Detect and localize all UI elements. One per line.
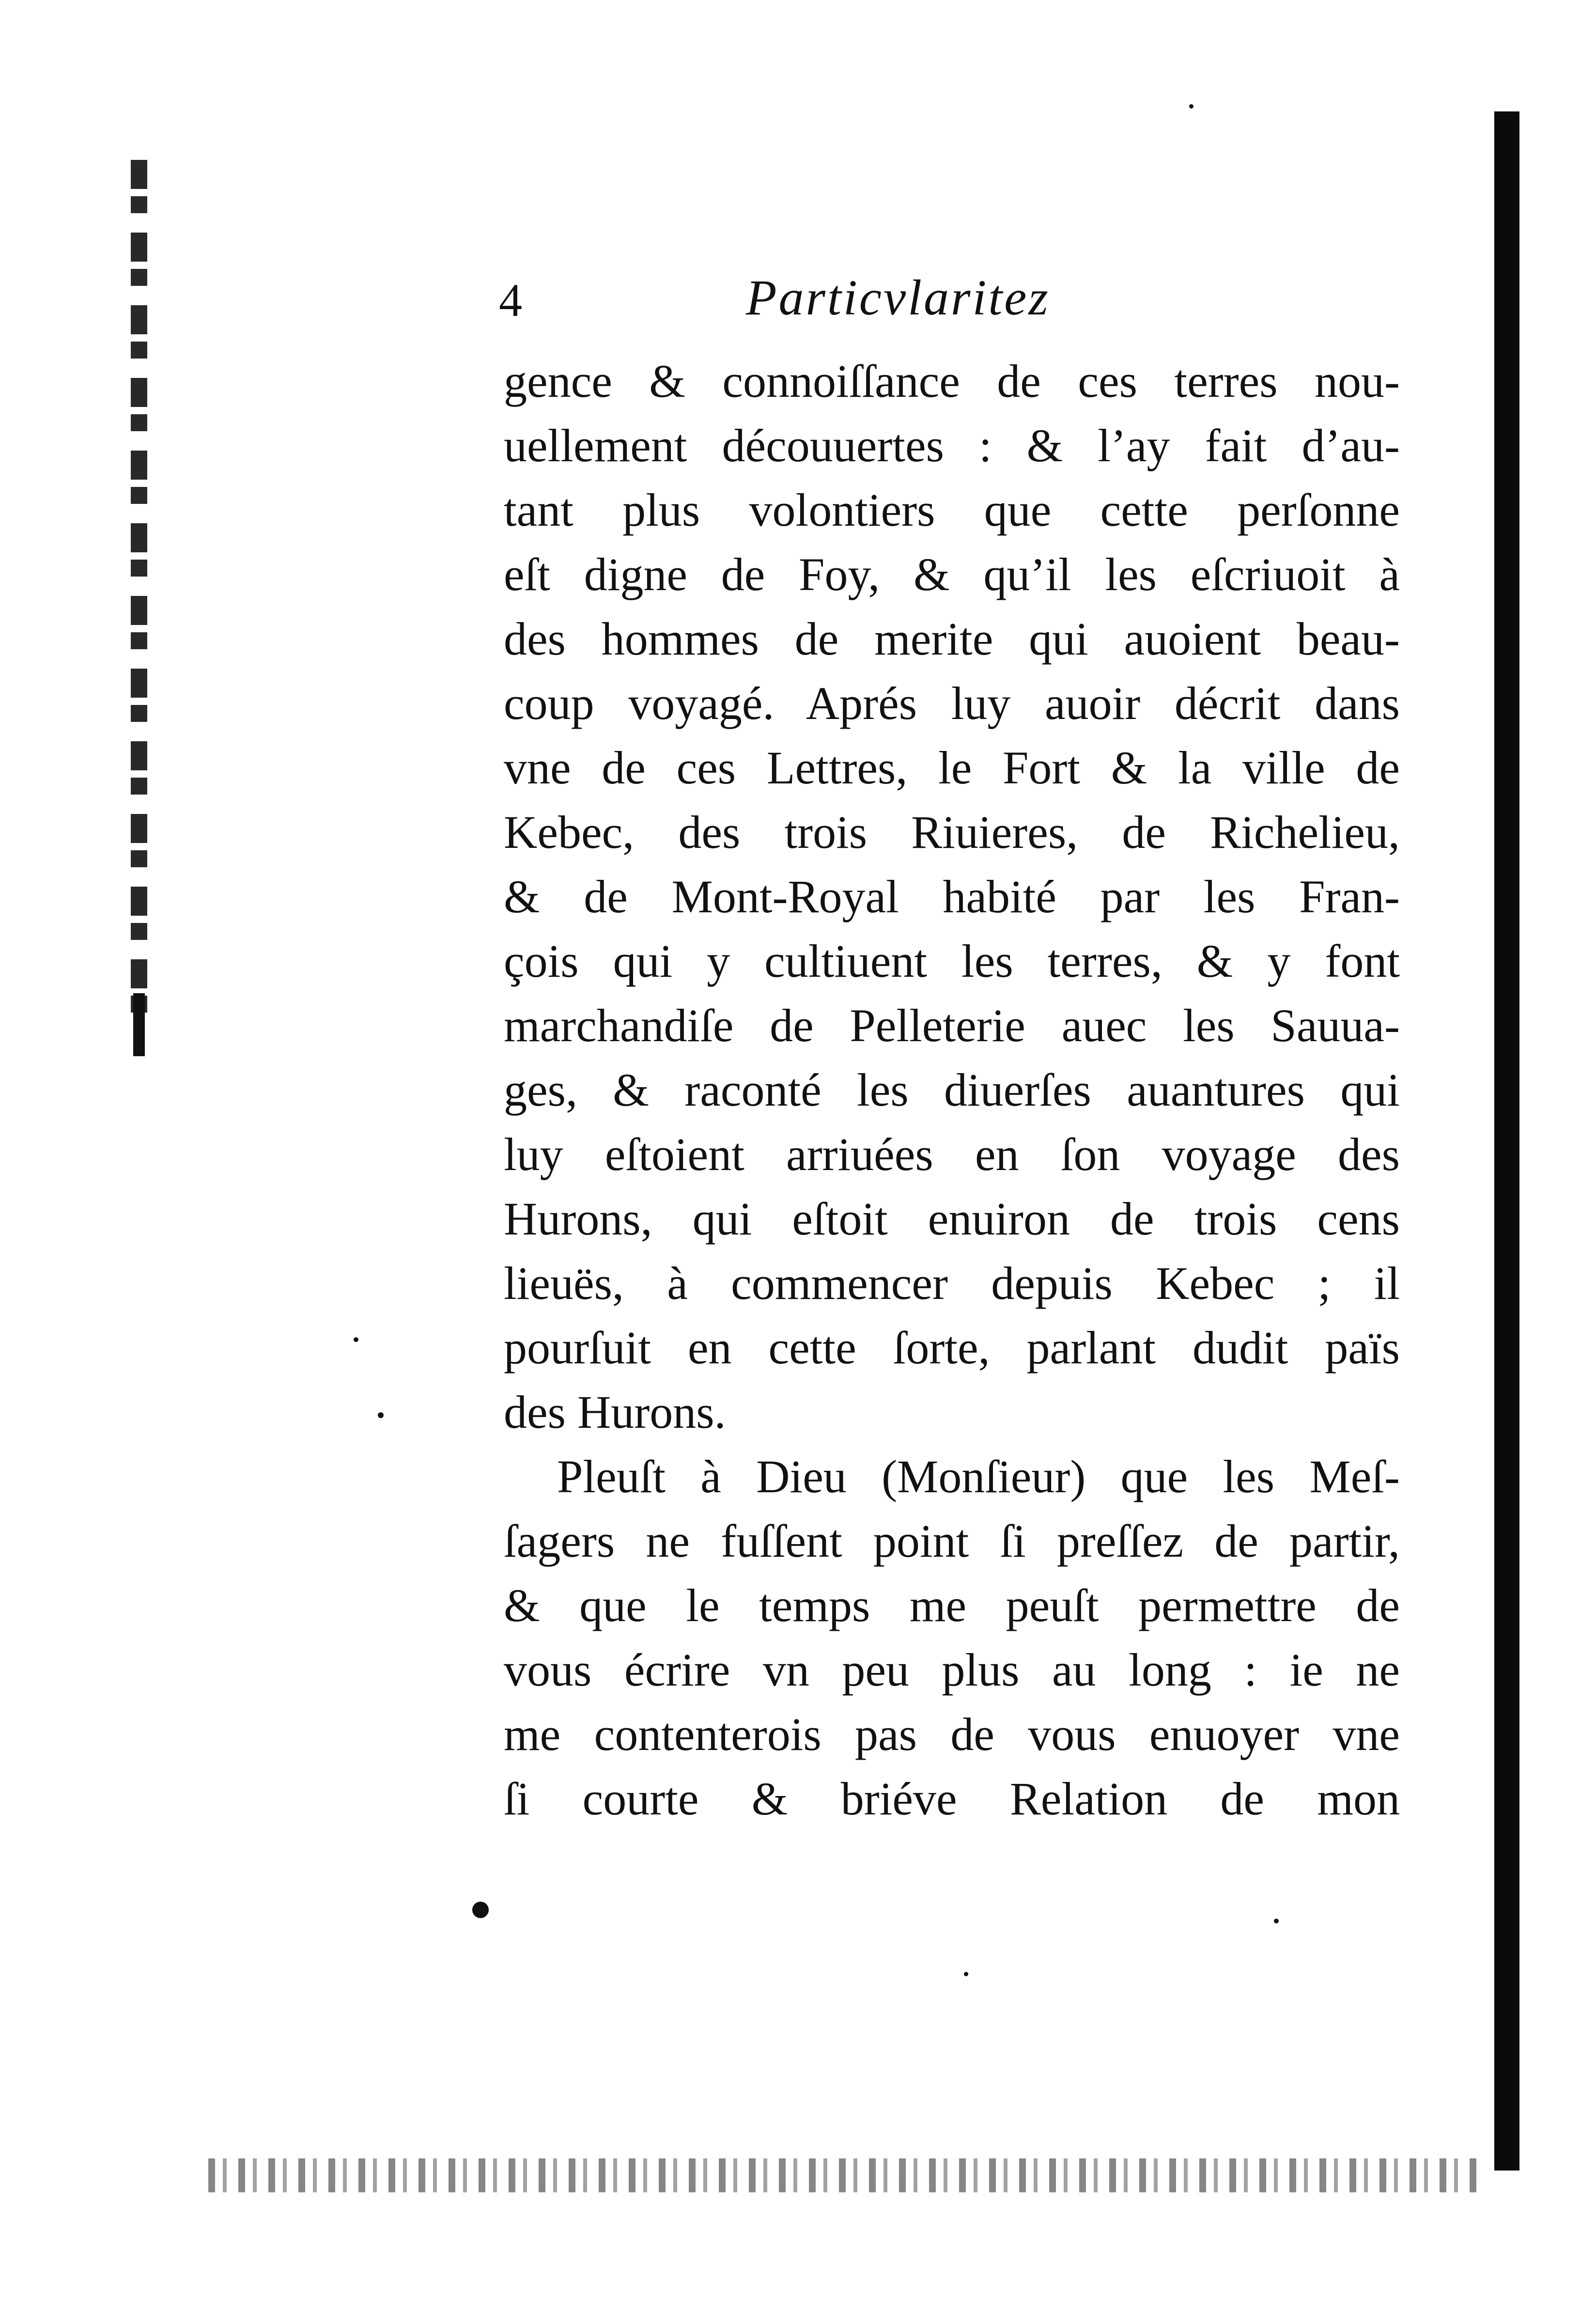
- binding-edge-artifact-lower: [133, 993, 145, 1056]
- text-line: gence & connoiſſance de ces terres nou-: [504, 355, 1400, 407]
- text-line: vous écrire vn peu plus au long : ie ne: [504, 1644, 1400, 1696]
- text-line: Hurons, qui eſtoit enuiron de trois cens: [504, 1193, 1400, 1245]
- text-line: çois qui y cultiuent les terres, & y font: [504, 935, 1400, 987]
- page-header: [494, 264, 1414, 332]
- text-line: ſagers ne fuſſent point ſi preſſez de partir,: [504, 1515, 1400, 1567]
- ink-speck: [1189, 104, 1193, 109]
- paragraph-end-line: des Hurons.: [504, 1386, 726, 1438]
- bottom-scan-edge: [208, 2158, 1477, 2192]
- running-title: Particvlaritez: [746, 270, 1050, 326]
- text-line: tant plus volontiers que cette perſonne: [504, 484, 1400, 536]
- text-line: uellement découuertes : & l’ay fait d’au-: [504, 420, 1400, 471]
- text-line: coup voyagé. Aprés luy auoir décrit dans: [504, 677, 1400, 729]
- text-line: eſt digne de Foy, & qu’il les eſcriuoit à: [504, 548, 1400, 600]
- ink-speck: [1274, 1919, 1279, 1923]
- text-line: & que le temps me peuſt permettre de: [504, 1579, 1400, 1631]
- text-line: lieuës, à commencer depuis Kebec ; il: [504, 1257, 1400, 1309]
- text-line: ſi courte & briéve Relation de mon: [504, 1773, 1400, 1825]
- ink-speck: [354, 1337, 358, 1342]
- ink-speck: [964, 1972, 968, 1976]
- ink-speck: [378, 1412, 384, 1418]
- text-line: luy eſtoient arriuées en ſon voyage des: [504, 1128, 1400, 1180]
- text-line: vne de ces Lettres, le Fort & la ville de: [504, 742, 1400, 794]
- paragraph-start-line: Pleuſt à Dieu (Monſieur) que les Meſ-: [557, 1451, 1400, 1502]
- page-number: 4: [499, 274, 522, 326]
- text-line: & de Mont-Royal habité par les Fran-: [504, 871, 1400, 922]
- right-scan-edge: [1494, 111, 1519, 2171]
- ink-spot: [472, 1902, 489, 1918]
- text-line: marchandiſe de Pelleterie auec les Sauua-: [504, 1000, 1400, 1051]
- text-line: ges, & raconté les diuerſes auantures qui: [504, 1064, 1400, 1116]
- binding-edge-artifact: [131, 160, 147, 1017]
- text-line: des hommes de merite qui auoient beau-: [504, 613, 1400, 665]
- text-line: me contenterois pas de vous enuoyer vne: [504, 1708, 1400, 1760]
- text-line: pourſuit en cette ſorte, parlant dudit païs: [504, 1322, 1400, 1374]
- text-line: Kebec, des trois Riuieres, de Richelieu,: [504, 806, 1400, 858]
- body-text: [504, 349, 1400, 1831]
